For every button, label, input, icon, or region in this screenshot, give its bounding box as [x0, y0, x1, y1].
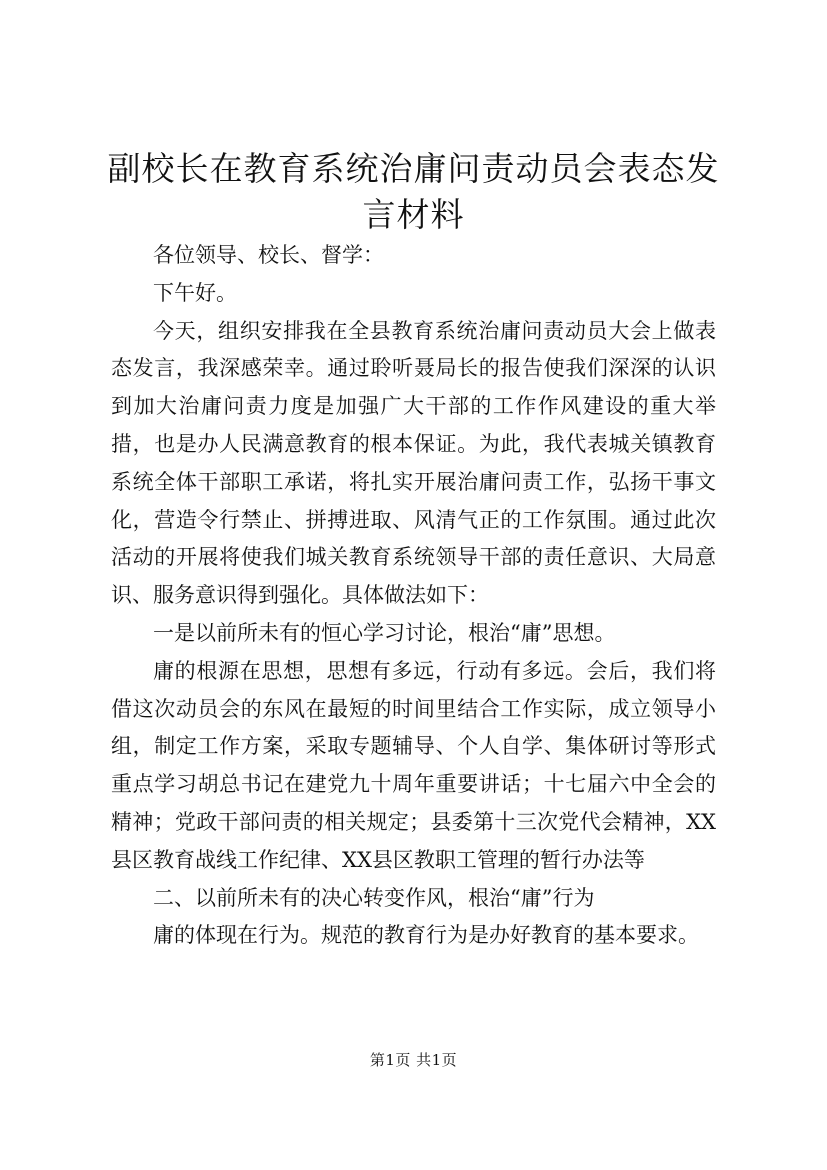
document-title: 副校长在教育系统治庸问责动员会表态发言材料 [107, 149, 720, 234]
page-footer: 第1页 共1页 [369, 1051, 458, 1069]
section-heading-1: 一是以前所未有的恒心学习讨论，根治“庸”思想。 [153, 620, 616, 645]
paragraph-section-1: 庸的根源在思想，思想有多远，行动有多远。会后，我们将借这次动员会的东风在最短的时间里结合工作实际，成立领导小组，制定工作方案，采取专题辅导、个人自学、集体研讨等形式重点学习胡总书记在建党九十周年重要讲话；十七届六中全会的精神；党政干部问责的相关规定；县委第十三次党代会精神，XX县区教育战线工作纪律、XX县区教职工管理的暂行办法等 [111, 658, 716, 872]
paragraph-section-2: 庸的体现在行为。规范的教育行为是办好教育的基本要求。 [153, 923, 699, 948]
section-heading-2: 二、以前所未有的决心转变作风，根治“庸”行为 [153, 885, 595, 910]
document-body [111, 237, 716, 955]
paragraph-intro: 今天，组织安排我在全县教育系统治庸问责动员大会上做表态发言，我深感荣幸。通过聆听聂局长的报告使我们深深的认识到加大治庸问责力度是加强广大干部的工作作风建设的重大举措，也是办人民满意教育的根本保证。为此，我代表城关镇教育系统全体干部职工承诺，将扎实开展治庸问责工作，弘扬干事文化，营造令行禁止、拼搏进取、风清气正的工作氛围。通过此次活动的开展将使我们城关教育系统领导干部的责任意识、大局意识、服务意识得到强化。具体做法如下： [111, 318, 716, 608]
greeting: 下午好。 [153, 280, 237, 305]
salutation: 各位领导、校长、督学： [153, 243, 384, 267]
